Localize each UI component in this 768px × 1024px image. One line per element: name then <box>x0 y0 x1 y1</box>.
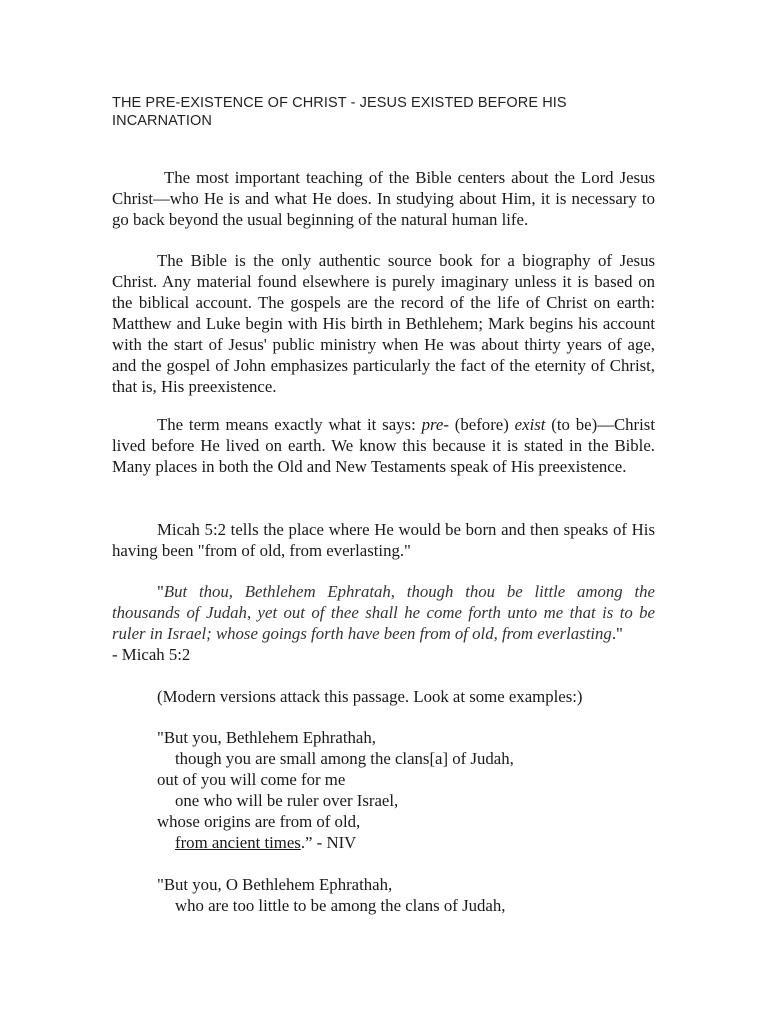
esv-line: who are too little to be among the clans of Judah, <box>175 896 506 915</box>
paragraph-micah-text: Micah 5:2 tells the place where He would be born and then speaks of His having been "from of old, from everlasting." <box>112 520 655 560</box>
paragraph-micah-intro <box>112 519 655 561</box>
term-exist: exist <box>514 415 546 434</box>
niv-line: though you are small among the clans[a] of Judah, <box>175 749 514 768</box>
niv-line: "But you, Bethlehem Ephrathah, <box>157 728 376 747</box>
esv-line: "But you, O Bethlehem Ephrathah, <box>157 875 393 894</box>
esv-verse-block <box>157 874 505 916</box>
quote-open-mark: " <box>157 582 164 601</box>
term-part2: (before) <box>448 415 515 434</box>
scripture-quote-kjv <box>112 581 655 665</box>
niv-line <box>157 832 514 853</box>
paragraph-intro <box>112 167 655 230</box>
niv-line: out of you will come for me <box>157 770 346 789</box>
paragraph-modern-text: (Modern versions attack this passage. Look at some examples:) <box>157 687 583 706</box>
term-pre: pre- <box>421 415 449 434</box>
paragraph-modern-versions <box>112 686 655 707</box>
quote-body: But thou, Bethlehem Ephratah, though thou be little among the thousands of Judah, yet out of thee shall he come forth unto me that is to be ruler in Israel; whose goings forth have been from of old, from everlasting <box>112 582 655 643</box>
niv-attribution: .” - NIV <box>300 833 357 852</box>
document-title: THE PRE-EXISTENCE OF CHRIST - JESUS EXISTED BEFORE HIS INCARNATION <box>112 95 567 129</box>
niv-line: whose origins are from of old, <box>157 812 361 831</box>
quote-reference: - Micah 5:2 <box>112 645 191 664</box>
scripture-quote-text <box>112 581 655 644</box>
paragraph-biography-text: The Bible is the only authentic source book for a biography of Jesus Christ. Any material found elsewhere is purely imaginary unless it is based on the biblical account. The gospels are the record of the life of Christ on earth: Matthew and Luke begin with His birth in Bethlehem; Mark begins his account with the start of Jesus' public ministry when He was about thirty years of age, and the gospel of John emphasizes particularly the fact of the eternity of Christ, that is, His preexistence. <box>112 251 655 396</box>
term-part3: (to be)—Christ lived before He lived on earth. We know this because it is stated in the Bible. Many places in both the Old and New Testaments speak of His preexistence. <box>112 415 656 476</box>
paragraph-term-definition <box>112 414 655 477</box>
term-part1: The term means exactly what it says: <box>157 415 422 434</box>
niv-verse-block <box>157 727 514 853</box>
paragraph-intro-text: The most important teaching of the Bible centers about the Lord Jesus Christ—who He is and what He does. In studying about Him, it is necessary to go back beyond the usual beginning of the natural human life. <box>112 168 655 229</box>
paragraph-term-text <box>112 414 655 477</box>
paragraph-biography <box>112 250 655 397</box>
niv-line: one who will be ruler over Israel, <box>175 791 399 810</box>
quote-close-mark: ." <box>611 624 623 643</box>
niv-underlined-phrase: from ancient times <box>175 833 301 852</box>
